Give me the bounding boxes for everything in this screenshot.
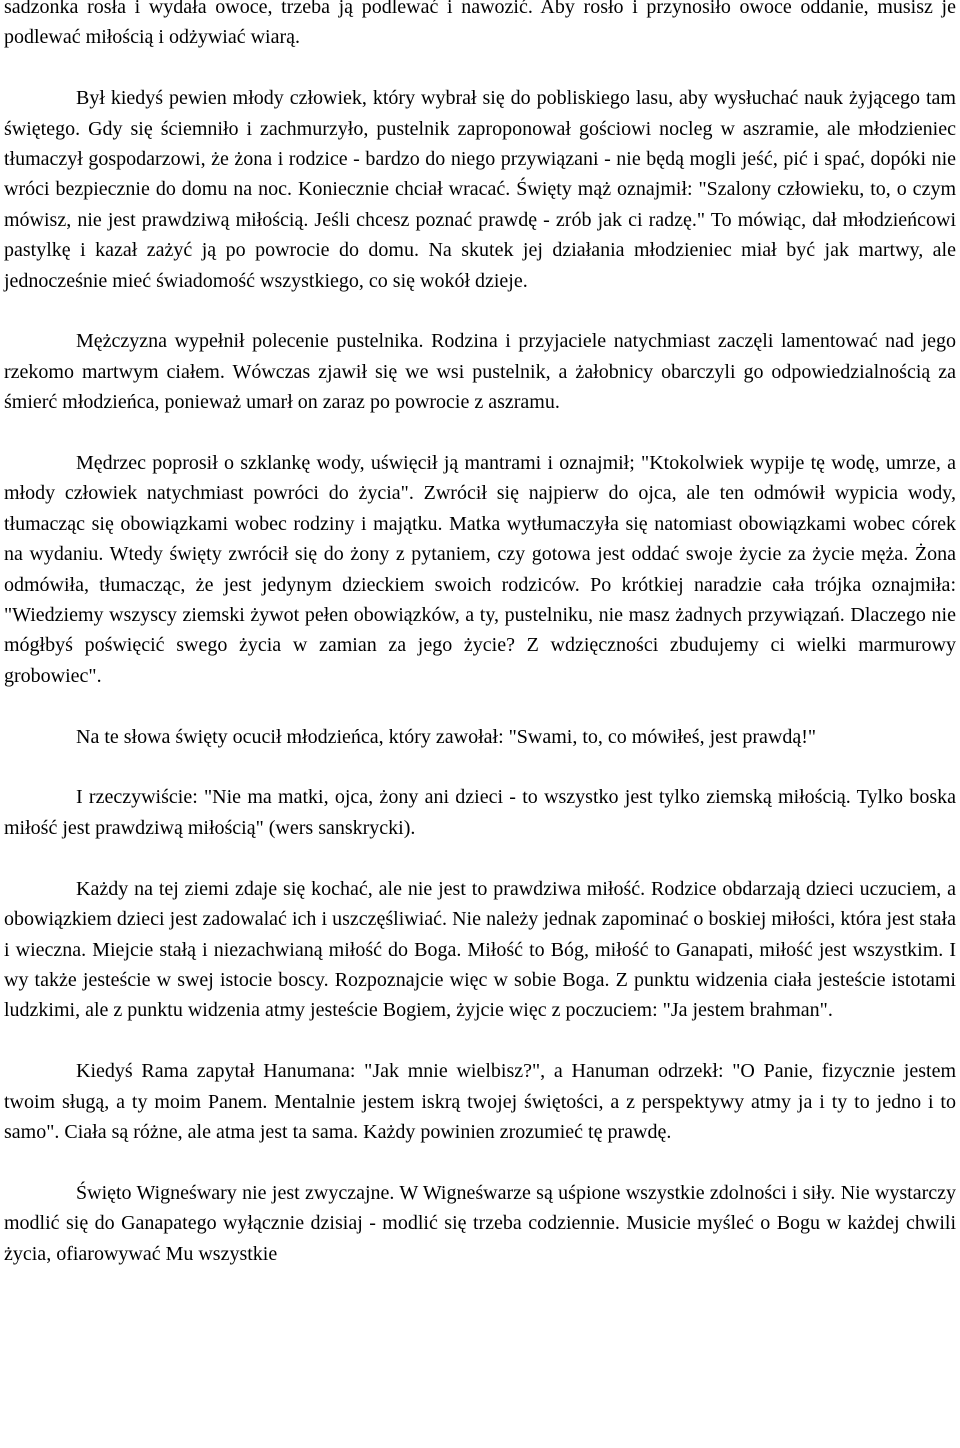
- paragraph-3: Mężczyzna wypełnił polecenie pustelnika. Rodzina i przyjaciele natychmiast zaczęli lamentować nad jego rzekomo martwym ciałem. Wówczas zjawił się we wsi pustelnik, a żałobnicy obarczyli go odpowiedzialnością za śmierć młodzieńca, ponieważ umarł on zaraz po powrocie z aszramu.: [4, 330, 956, 414]
- paragraph-5: Na te słowa święty ocucił młodzieńca, który zawołał: "Swami, to, co mówiłeś, jest prawdą!": [76, 725, 817, 748]
- paragraph-9: Święto Wigneśwary nie jest zwyczajne. W Wigneśwarze są uśpione wszystkie zdolności i siły. Nie wystarczy modlić się do Ganapatego wyłącznie dzisiaj - modlić się trzeba codziennie. Musicie myśleć o Bogu w każdej chwili życia, ofiarowywać Mu wszystkie: [4, 1181, 956, 1265]
- paragraph-2: Był kiedyś pewien młody człowiek, który wybrał się do pobliskiego lasu, aby wysłuchać nauk żyjącego tam świętego. Gdy się ściemniło i zachmurzyło, pustelnik zaproponował gościowi nocleg w aszramie, ale młodzieniec tłumaczył gospodarzowi, że żona i rodzice - bardzo do niego przywiązani - nie będą mogli jeść, pić i spać, dopóki nie wróci bezpiecznie do domu na noc. Koniecznie chciał wracać. Święty mąż oznajmił: "Szalony człowieku, to, o czym mówisz, nie jest prawdziwą miłością. Jeśli chcesz poznać prawdę - zrób jak ci radzę." To mówiąc, dał młodzieńcowi pastylkę i kazał zażyć ją po powrocie do domu. Na skutek jej działania młodzieniec miał być jak martwy, ale jednocześnie mieć świadomość wszystkiego, co się wokół dzieje.: [4, 87, 956, 292]
- paragraph-8: Kiedyś Rama zapytał Hanumana: "Jak mnie wielbisz?", a Hanuman odrzekł: "O Panie, fizycznie jestem twoim sługą, a ty moim Panem. Mentalnie jestem iskrą twojej świętości, a z perspektywy atmy ja i ty to jedno i to samo". Ciała są różne, ale atma jest ta sama. Każdy powinien zrozumieć tę prawdę.: [4, 1060, 956, 1143]
- paragraph-4: Mędrzec poprosił o szklankę wody, uświęcił ją mantrami i oznajmił; "Ktokolwiek wypije tę wodę, umrze, a młody człowiek natychmiast powróci do życia". Zwrócił się najpierw do ojca, ale ten odmówił wypicia wody, tłumacząc się obowiązkami wobec rodziny i majątku. Matka wytłumaczyła się natomiast obowiązkami wobec córek na wydaniu. Wtedy święty zwrócił się do żony z pytaniem, czy gotowa jest oddać swoje życie za życie męża. Żona odmówiła, tłumacząc, że jest jedynym dzieckiem swoich rodziców. Po krótkiej naradzie cała trójka oznajmiła: "Wiedziemy wszyscy ziemski żywot pełen obowiązków, a ty, pustelniku, nie masz żadnych przywiązań. Dlaczego nie mógłbyś poświęcić swego życia w zamian za jego życie? Z wdzięczności zbudujemy ci wielki marmurowy grobowiec".: [4, 452, 956, 687]
- paragraph-1: sadzonka rosła i wydała owoce, trzeba ją podlewać i nawozić. Aby rosło i przynosiło owoce oddanie, musisz je podlewać miłością i odżywiać wiarą.: [4, 0, 956, 49]
- document-body: [4, 0, 956, 1269]
- paragraph-6: I rzeczywiście: "Nie ma matki, ojca, żony ani dzieci - to wszystko jest tylko ziemską miłością. Tylko boska miłość jest prawdziwą miłością" (wers sanskrycki).: [4, 786, 956, 839]
- paragraph-7: Każdy na tej ziemi zdaje się kochać, ale nie jest to prawdziwa miłość. Rodzice obdarzają dzieci uczuciem, a obowiązkiem dzieci jest zadowalać ich i uszczęśliwiać. Nie należy jednak zapominać o boskiej miłości, która jest stała i wieczna. Miejcie stałą i niezachwianą miłość do Boga. Miłość to Bóg, miłość to Ganapati, miłość jest wszystkim. I wy także jesteście w swej istocie boscy. Rozpoznajcie więc w sobie Boga. Z punktu widzenia ciała jesteście istotami ludzkimi, ale z punktu widzenia atmy jesteście Bogiem, żyjcie więc z poczuciem: "Ja jestem brahman".: [4, 877, 956, 1022]
